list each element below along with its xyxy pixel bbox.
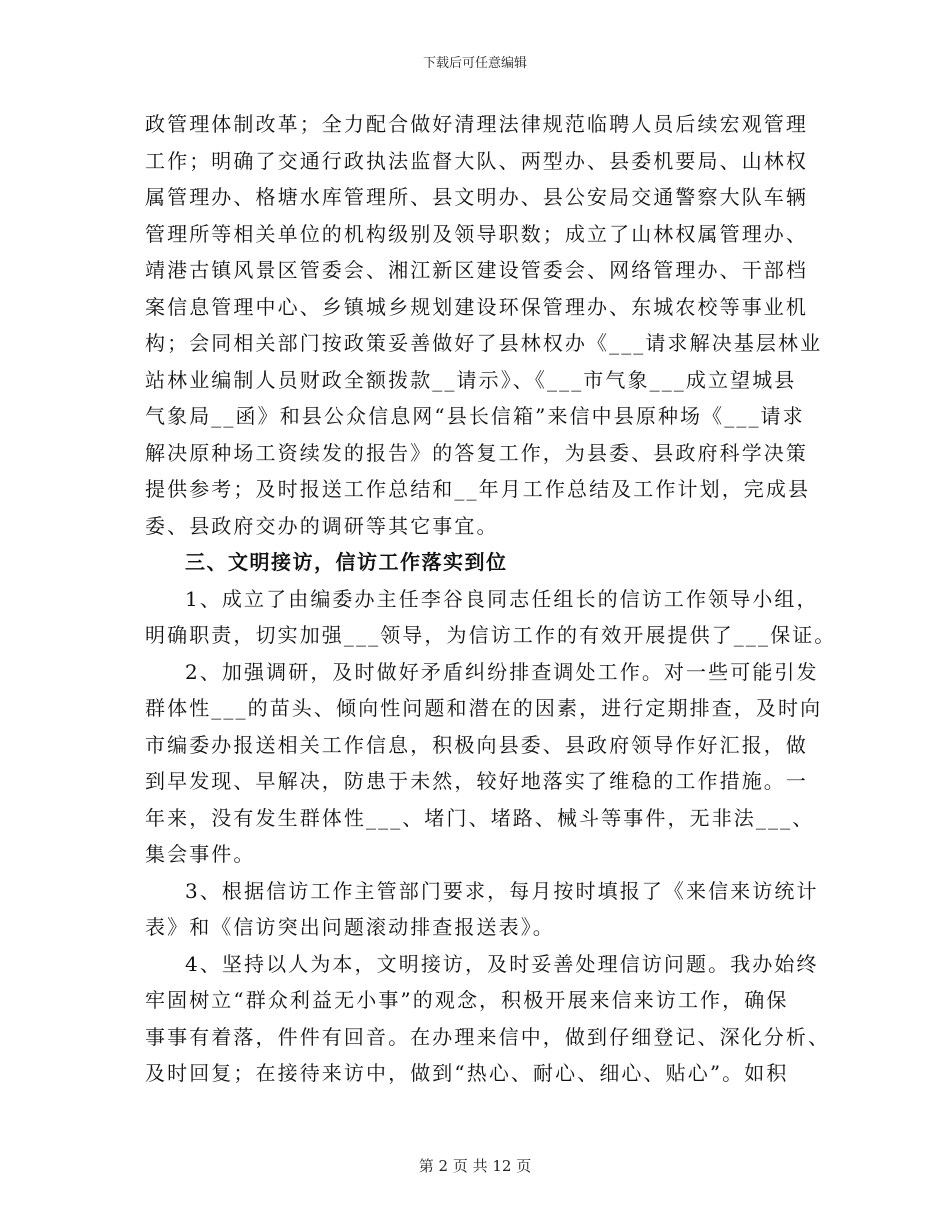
- text-line: 提供参考；及时报送工作总结和__年月工作总结及工作计划，完成县: [145, 477, 811, 501]
- text-line: 3、根据信访工作主管部门要求，每月按时填报了《来信来访统计: [185, 878, 819, 903]
- text-line: 政管理体制改革；全力配合做好清理法律规范临聘人员后续宏观管理: [145, 112, 808, 136]
- text-line: 工作；明确了交通行政执法监督大队、两型办、县委机要局、山林权: [145, 148, 808, 173]
- text-line: 到早发现、早解决，防患于未然，较好地落实了维稳的工作措施。一: [145, 769, 808, 793]
- text-line: 案信息管理中心、乡镇城乡规划建设环保管理办、东城农校等事业机: [145, 294, 808, 319]
- page-footer: 第 2 页 共 12 页: [418, 1157, 532, 1175]
- text-line: 管理所等相关单位的机构级别及领导职数；成立了山林权属管理办、: [145, 221, 808, 246]
- text-line: 市编委办报送相关工作信息，积极向县委、县政府领导作好汇报，做: [145, 732, 808, 757]
- text-line: 牢固树立“群众利益无小事”的观念，积极开展来信来访工作，确保: [145, 988, 789, 1012]
- text-line: 气象局__函》和县公众信息网“县长信箱”来信中县原种场《___请求: [145, 404, 805, 428]
- text-line: 2、加强调研，及时做好矛盾纠纷排查调处工作。对一些可能引发: [185, 659, 819, 684]
- text-line: 群体性___的苗头、倾向性问题和潜在的因素，进行定期排查，及时向: [145, 696, 823, 720]
- text-line: 4、坚持以人为本，文明接访，及时妥善处理信访问题。我办始终: [185, 951, 819, 976]
- text-line: 构；会同相关部门按政策妥善做好了县林权办《___请求解决基层林业: [145, 331, 823, 355]
- text-line: 及时回复；在接待来访中，做到“热心、耐心、细心、贴心”。如积: [145, 1061, 789, 1085]
- text-line: 年来，没有发生群体性___、堵门、堵路、械斗等事件，无非法___、: [145, 805, 815, 830]
- text-line: 靖港古镇风景区管委会、湘江新区建设管委会、网络管理办、干部档: [145, 258, 808, 282]
- text-line: 委、县政府交办的调研等其它事宜。: [145, 513, 499, 538]
- text-line: 属管理办、格塘水库管理所、县文明办、县公安局交通警察大队车辆: [145, 185, 808, 209]
- text-line: 事事有着落，件件有回音。在办理来信中，做到仔细登记、深化分析、: [145, 1024, 831, 1049]
- section-heading: 三、文明接访，信访工作落实到位: [185, 550, 508, 574]
- text-line: 明确职责，切实加强___领导，为信访工作的有效开展提供了___保证。: [145, 623, 837, 647]
- text-line: 站林业编制人员财政全额拨款__请示》、《___市气象___成立望城县: [145, 367, 797, 392]
- text-line: 1、成立了由编委办主任李谷良同志任组长的信访工作领导小组，: [185, 586, 819, 611]
- text-line: 集会事件。: [145, 842, 256, 866]
- text-line: 表》和《信访突出问题滚动排查报送表》。: [145, 915, 555, 939]
- text-line: 解决原种场工资续发的报告》的答复工作，为县委、县政府科学决策: [145, 440, 808, 465]
- document-body: [145, 106, 837, 1092]
- page-header: 下载后可任意编辑: [422, 56, 527, 71]
